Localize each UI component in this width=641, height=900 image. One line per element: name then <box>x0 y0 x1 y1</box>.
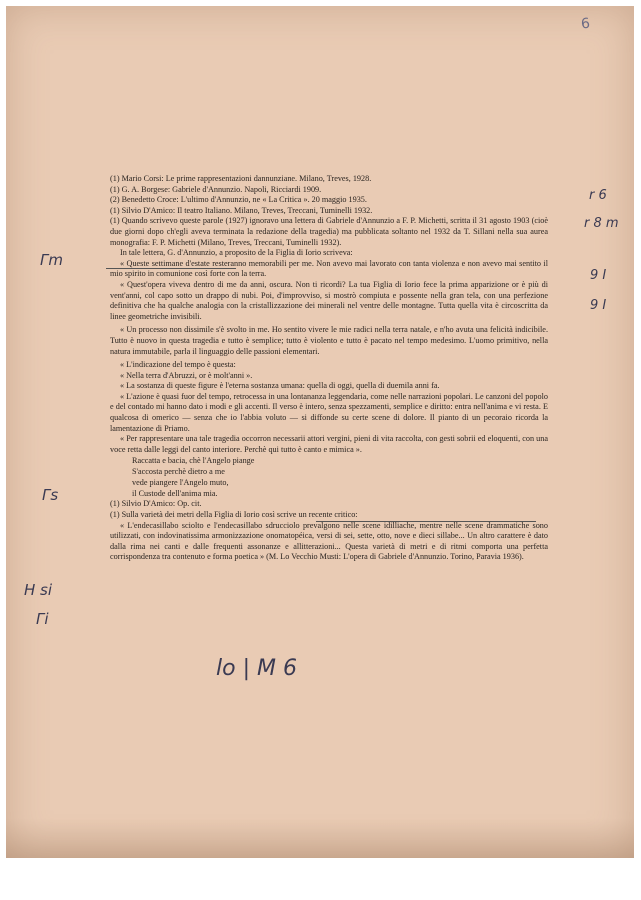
handwritten-note: Γi <box>36 610 49 628</box>
footnote: (1) Quando scrivevo queste parole (1927) ignoravo una lettera di Gabriele d'Annunzio a F. P. Michetti, scritta il 31 agosto 1903 (cioè due giorni dopo ch'egli aveva terminata la redazione della tragedia) ma pubblicata soltanto nel 1932 da T. Sillani nella sua aurea monografia: F. P. Michetti (Milano, Treves, Treccani, Tuminelli 1932). <box>110 216 548 247</box>
body-paragraph: « Queste settimane d'estate resteranno memorabili per me. Non avevo mai lavorato con tanta violenza e non avevo mai sentito il mio spirito in comunione così forte con la terra. <box>110 258 548 279</box>
verse-line: Raccatta e bacia, chè l'Angelo piange <box>132 456 255 466</box>
quote-paragraph: « L'endecasillabo sciolto e l'endecasillabo sdrucciolo prevalgono nelle scene idilliache, mentre nelle scene drammatiche sono utilizzati, con indovinatissima armonizzazione onomatopéica, versi di sei, sette, otto, nove e dieci sillabe... Un altro carattere è dato dalla rima nei canti e dalle frequenti assonanze e allitterazioni... Questa varietà di metri e di ritmi comporta una perfetta corrispondenza tra contenuto e forma poetica » (M. Lo Vecchio Musti: L'opera di Gabriele d'Annunzio. Torino, Paravia 1936). <box>110 520 548 562</box>
body-paragraph: In tale lettera, G. d'Annunzio, a proposito de la Figlia di Iorio scriveva: <box>120 248 353 258</box>
body-paragraph: « La sostanza di queste figure è l'eterna sostanza umana: quella di oggi, quella di duemila anni fa. <box>120 381 440 391</box>
footnote: (1) Silvio D'Amico: Il teatro Italiano. Milano, Treves, Treccani, Tuminelli 1932. <box>110 205 373 215</box>
verse-line: il Custode dell'anima mia. <box>132 489 218 499</box>
handwritten-note: 9 I <box>590 268 607 283</box>
verse-block <box>110 455 548 499</box>
footnote: (1) G. A. Borgese: Gabriele d'Annunzio. Napoli, Ricciardi 1909. <box>110 184 322 194</box>
handwritten-note: r 8 m <box>584 216 619 231</box>
body-paragraph: « Un processo non dissimile s'è svolto in me. Ho sentito vivere le mie radici nella terra natale, e n'ho avuta una felicità indicibile. Tutto è nuovo in questa tragedia e tutto è semplice; tutto è violento e tutto è pacato nel tempo medesimo. L'uomo primitivo, nella natura immutabile, parla il linguaggio delle passioni elementari. <box>110 325 548 356</box>
body-paragraph: « L'azione è quasi fuor del tempo, retrocessa in una lontananza leggendaria, come nelle narrazioni popolari. Le canzoni del popolo e del contado mi hanno dato i modi e gli accenti. Il verso è intero, senza spezzamenti, semplice e diritto: entra nell'anima e vi resta. E qualcosa di omerico — senza che io l'abbia voluto — si diffonde su certe scene di dolore. Il pianto di un pecoraio ricorda la lamentazione di Priamo. <box>110 391 548 433</box>
handwritten-note: lo | M 6 <box>216 656 297 681</box>
handwritten-note: r 6 <box>589 188 607 203</box>
underline-mark <box>316 521 536 522</box>
footnote: (1) Silvio D'Amico: Op. cit. <box>110 499 202 509</box>
body-paragraph: « Per rappresentare una tale tragedia occorron necessarii attori vergini, pieni di vita raccolta, con gesti sobrii ed eloquenti, con una voce retta dalle leggi del canto interiore. Perchè qui tutto è canto e mimica ». <box>110 434 548 454</box>
verse-line: vede piangere l'Angelo muto, <box>132 478 229 488</box>
handwritten-note: H si <box>24 581 53 599</box>
page-number: 6 <box>580 15 591 33</box>
printed-text <box>110 174 548 563</box>
body-paragraph: « Quest'opera viveva dentro di me da anni, oscura. Non ti ricordi? La tua Figlia di Iorio fece la prima apparizione or è più di vent'anni, col capo sotto un drappo di nubi. Poi, d'improvviso, si mostrò compiuta e possente nella gran tela, con una perfezione definitiva che ha qualche analogia con la cristallizzazione dei minerali nel ventre delle montagne. Tutta quella vita è circoscritta da linee geometriche invisibili. <box>110 279 548 321</box>
footnote: (2) Benedetto Croce: L'ultimo d'Annunzio, ne « La Critica ». 20 maggio 1935. <box>110 195 367 205</box>
handwritten-note: Γs <box>42 486 59 504</box>
body-paragraph: « Nella terra d'Abruzzi, or è molt'anni ». <box>120 370 253 380</box>
underline-mark <box>106 268 236 269</box>
handwritten-note: 9 I <box>590 298 607 313</box>
footnote: (1) Sulla varietà dei metri della Figlia di Iorio così scrive un recente critico: <box>110 510 358 520</box>
handwritten-note: Γm <box>40 251 63 269</box>
footnote: (1) Mario Corsi: Le prime rappresentazioni dannunziane. Milano, Treves, 1928. <box>110 174 372 183</box>
document-page <box>6 6 634 858</box>
body-paragraph: « L'indicazione del tempo è questa: <box>120 360 236 370</box>
verse-line: S'accosta perchè dietro a me <box>132 467 225 477</box>
